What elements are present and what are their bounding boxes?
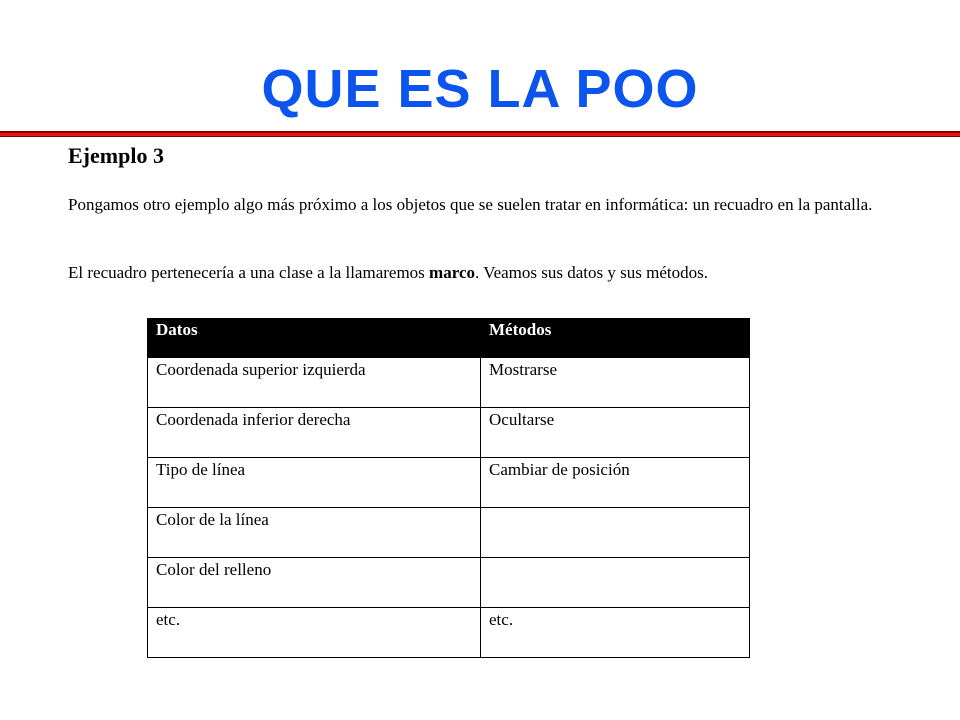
table-row	[148, 408, 750, 458]
table-cell-metodo	[481, 508, 750, 558]
table-cell-metodo	[481, 558, 750, 608]
table-cell-dato: etc.	[148, 608, 481, 658]
table-row	[148, 458, 750, 508]
table-cell-dato: Color del relleno	[148, 558, 481, 608]
table-cell-metodo: etc.	[481, 608, 750, 658]
class-paragraph-before: El recuadro pertenecería a una clase a la llamaremos	[68, 263, 430, 282]
class-paragraph-after: . Veamos sus datos y sus métodos.	[475, 263, 708, 282]
example-heading: Ejemplo 3	[68, 143, 164, 168]
intro-paragraph: Pongamos otro ejemplo algo más próximo a los objetos que se suelen tratar en informática: un recuadro en la pantalla.	[68, 195, 873, 214]
slide-content	[68, 142, 876, 282]
table-row	[148, 358, 750, 408]
title-divider	[0, 131, 960, 137]
table-cell-metodo: Cambiar de posición	[481, 458, 750, 508]
class-paragraph	[68, 260, 876, 285]
header-metodos: Métodos	[481, 319, 750, 358]
table-cell-dato: Coordenada inferior derecha	[148, 408, 481, 458]
table-cell-dato: Tipo de línea	[148, 458, 481, 508]
table-cell-metodo: Ocultarse	[481, 408, 750, 458]
slide-title: QUE ES LA POO	[261, 59, 699, 119]
table-cell-metodo: Mostrarse	[481, 358, 750, 408]
table-row	[148, 608, 750, 658]
table-cell-dato: Color de la línea	[148, 508, 481, 558]
header-datos: Datos	[148, 319, 481, 358]
class-members-table	[147, 318, 750, 658]
table-header-row	[148, 319, 750, 358]
class-name: marco	[429, 263, 475, 282]
table-row	[148, 508, 750, 558]
table-row	[148, 558, 750, 608]
table-cell-dato: Coordenada superior izquierda	[148, 358, 481, 408]
